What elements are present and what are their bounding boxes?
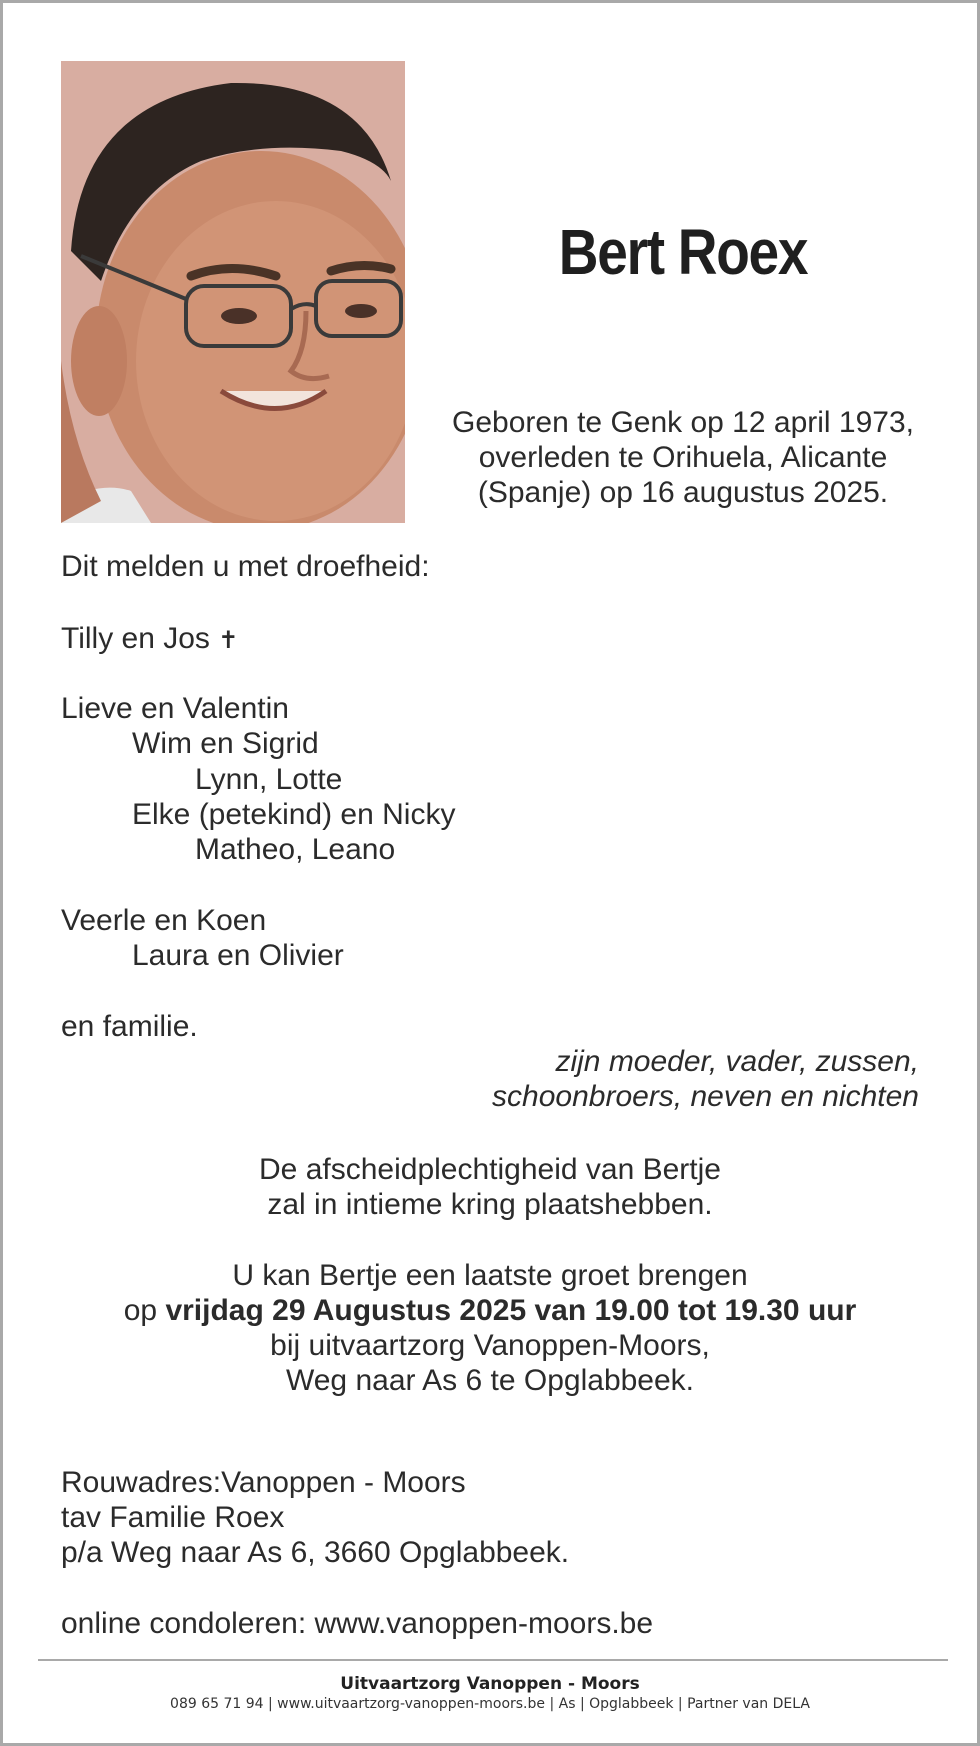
ceremony-line: De afscheidplechtigheid van Bertje bbox=[259, 1153, 721, 1186]
footer-title: Uitvaartzorg Vanoppen - Moors bbox=[340, 1674, 640, 1694]
footer-details: 089 65 71 94 | www.uitvaartzorg-vanoppen-moors.be | As | Opglabbeek | Partner van DELA bbox=[170, 1696, 810, 1712]
family-parents bbox=[61, 621, 238, 658]
family-member: Lynn, Lotte bbox=[195, 763, 343, 796]
family-member: Elke (petekind) en Nicky bbox=[132, 798, 456, 831]
cross-icon: ✝ bbox=[218, 627, 239, 654]
family-line: en familie. bbox=[61, 1010, 198, 1043]
visit-datetime: vrijdag 29 Augustus 2025 van 19.00 tot 19.30 uur bbox=[165, 1294, 857, 1327]
visit-prefix: op bbox=[123, 1294, 166, 1327]
condolence-link[interactable]: online condoleren: www.vanoppen-moors.be bbox=[61, 1607, 654, 1640]
ceremony-text bbox=[3, 1152, 977, 1222]
visit-date-line bbox=[3, 1293, 977, 1328]
family-member: Veerle en Koen bbox=[61, 904, 267, 937]
portrait-illustration bbox=[61, 61, 405, 523]
death-date-line: (Spanje) op 16 augustus 2025. bbox=[477, 476, 889, 509]
visit-line: bij uitvaartzorg Vanoppen-Moors, bbox=[270, 1329, 710, 1362]
portrait-photo bbox=[61, 61, 405, 523]
footer-divider bbox=[38, 1659, 948, 1661]
visit-line: Weg naar As 6 te Opglabbeek. bbox=[285, 1364, 695, 1397]
relations-line: zijn moeder, vader, zussen, bbox=[555, 1045, 919, 1078]
family-member: Matheo, Leano bbox=[195, 833, 396, 866]
birth-death-info bbox=[413, 405, 953, 510]
relations-line: schoonbroers, neven en nichten bbox=[492, 1080, 919, 1113]
family-member: Laura en Olivier bbox=[132, 939, 344, 972]
deceased-name: Bert Roex bbox=[558, 216, 808, 288]
family-member: Lieve en Valentin bbox=[61, 692, 289, 725]
intro-text: Dit melden u met droefheid: bbox=[61, 550, 430, 583]
visit-line: U kan Bertje een laatste groet brengen bbox=[232, 1259, 748, 1292]
family-member: Wim en Sigrid bbox=[132, 727, 319, 760]
parents-names: Tilly en Jos bbox=[61, 622, 210, 655]
address-line: tav Familie Roex bbox=[61, 1501, 285, 1534]
birth-line: Geboren te Genk op 12 april 1973, bbox=[452, 406, 914, 439]
death-line: overleden te Orihuela, Alicante bbox=[478, 441, 888, 474]
visit-info bbox=[3, 1258, 977, 1398]
address-line: p/a Weg naar As 6, 3660 Opglabbeek. bbox=[61, 1536, 570, 1569]
ceremony-line: zal in intieme kring plaatshebben. bbox=[267, 1188, 713, 1221]
address-line: Rouwadres:Vanoppen - Moors bbox=[61, 1466, 466, 1499]
